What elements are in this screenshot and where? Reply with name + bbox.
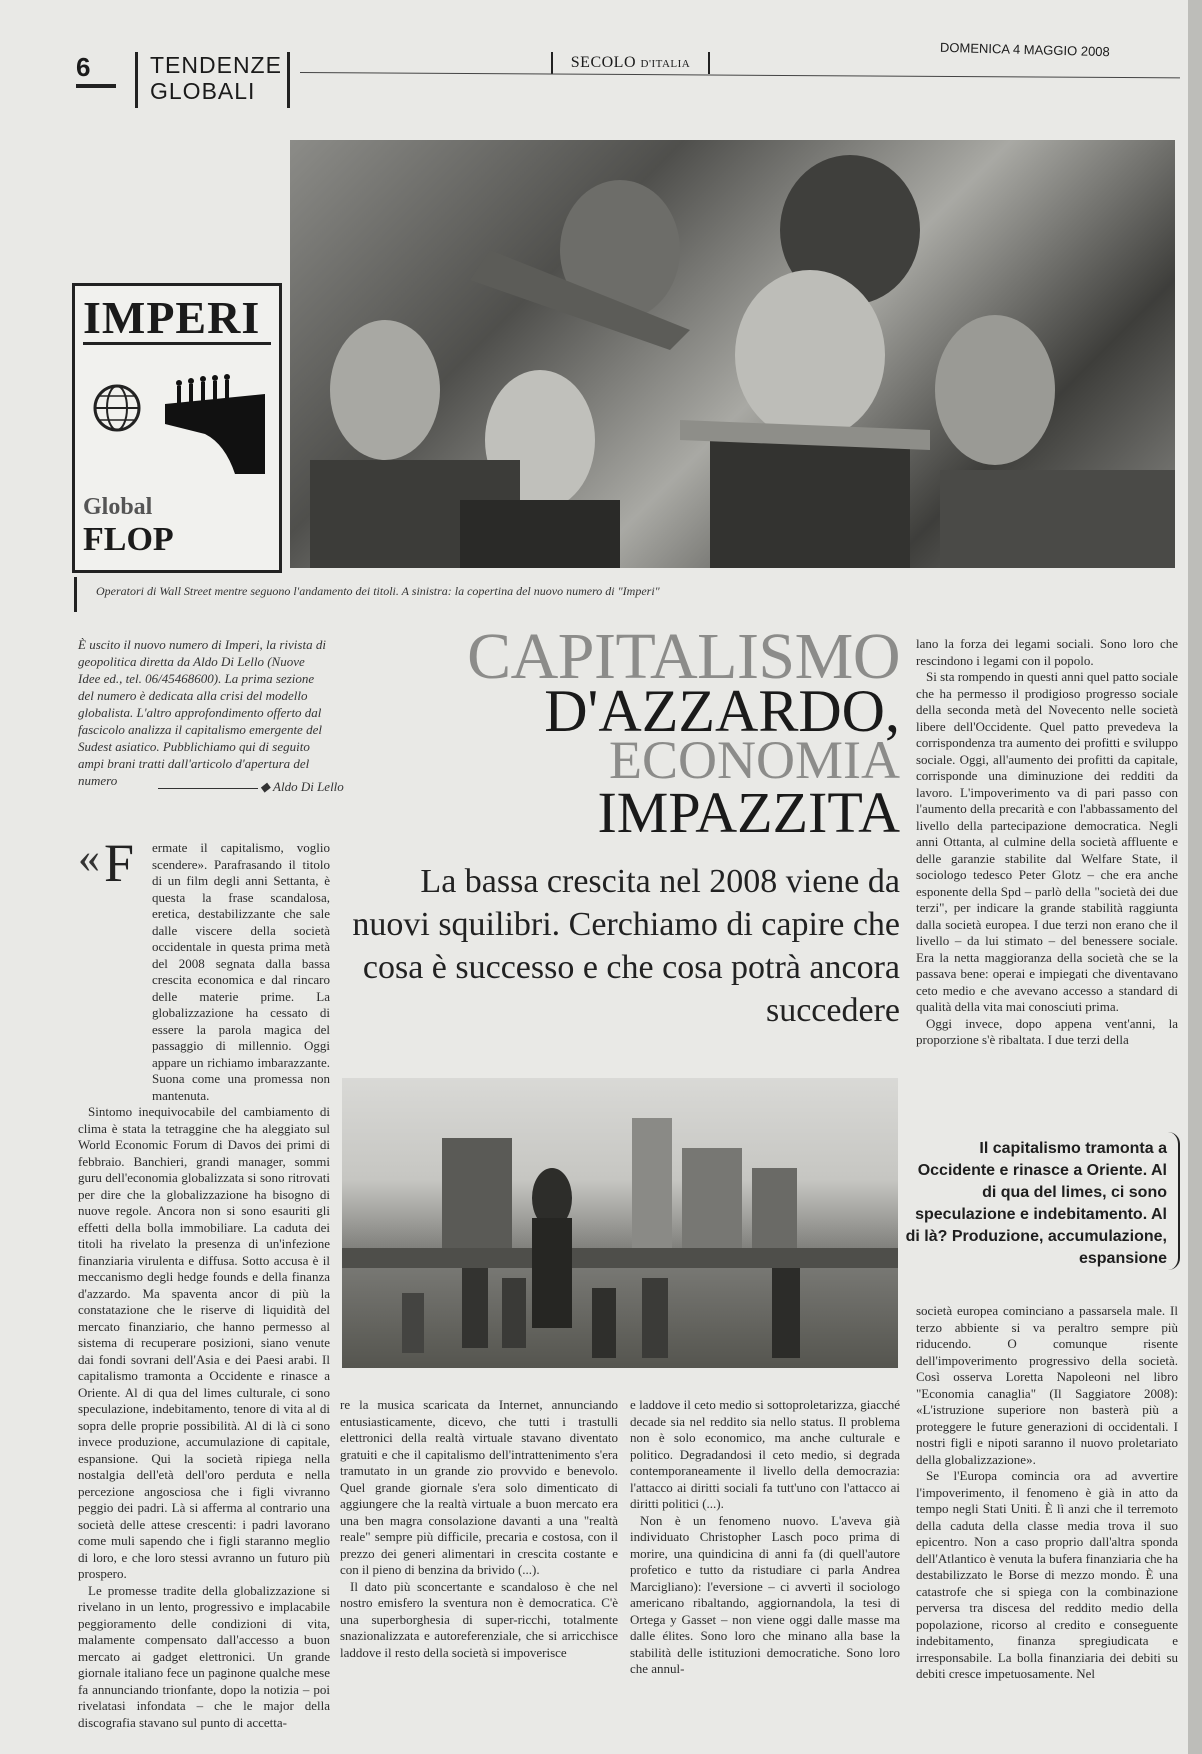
article-paragraph: Oggi invece, dopo appena vent'anni, la proporzione s'è ribaltata. I due terzi della: [916, 1015, 1178, 1047]
masthead-small: D'ITALIA: [640, 58, 691, 70]
street-crowd-photo: [342, 1078, 898, 1368]
article-paragraph: lano la forza dei legami sociali. Sono loro che rescindono i legami con il popolo.: [916, 636, 1178, 668]
pull-quote: Il capitalismo tramonta a Occidente e rinasce a Oriente. Al di qua del limes, ci sono speculazione e indebitamento. Al di là? Produzione, accumulazione, espansione: [905, 1140, 1167, 1267]
section-label-line2: GLOBALI: [150, 78, 256, 104]
article-column-5-top: [916, 636, 1178, 1049]
article-column-4: [630, 1397, 900, 1678]
headline-line4: IMPAZZITA: [597, 780, 900, 845]
pull-quote-bracket: [1168, 1132, 1180, 1270]
wall-street-traders-photo: [290, 140, 1175, 568]
masthead-main: SECOLO: [570, 54, 637, 71]
cover-subtitle-global: Global: [83, 494, 153, 520]
byline-rule: [158, 788, 258, 789]
article-paragraph: società europea cominciano a passarsela male. Il terzo abbiente si va peraltro sempre più riducendo. O comunque risente dell'impoverimento progressivo della società. Così osserva Loretta Napoleoni nel libro "Economia canaglia" (Il Saggiatore 2008): «L'istruzione superiore non basterà più a proteggere le future generazioni di occidentali. I nostri figli e nipoti saranno il nuovo proletariato della globalizzazione».: [916, 1303, 1178, 1467]
byline: ◆ Aldo Di Lello: [260, 779, 344, 794]
article-paragraph: Se l'Europa comincia ora ad avvertire l'impoverimento, il fenomeno è già in atto da tempo negli Stati Uniti. È lì anzi che il terremoto della caduta della classe media trova il suo epicentro. Non a caso proprio dall'altra sponda dell'Atlantico è venuta la bufera finanziaria che ha destabilizzato le Borse di mezzo mondo. È una catastrofe che si spiega con la combinazione perversa tra discesa del reddito medio della popolazione, ricorso al credito e conseguente indebitamento, finanza spregiudicata e irresponsabile. La bolla finanziaria dei debiti su debiti cresce impetuosamente. Nel: [916, 1468, 1178, 1681]
photo-traders-shapes: [290, 140, 1175, 568]
dateline: DOMENICA 4 MAGGIO 2008: [939, 39, 1110, 60]
article-column-5-bottom: [916, 1303, 1178, 1683]
article-column-3: [340, 1397, 618, 1661]
magazine-cover: [72, 283, 282, 573]
headline-line2: D'AZZARDO,: [544, 678, 900, 744]
article-paragraph: Sintomo inequivocabile del cambiamento di clima è stata la tetraggine che ha aleggiato sul World Economic Forum di Davos dei primi di febbraio. Banchieri, grandi manager, sommi guru dell'economia globalizzata si sono ritrovati per dire che la globalizzazione ha bisogno di nuove regole. Ancora non si sono esauriti gli effetti della bolla immobiliare. La caduta dei titoli ha rivelato la presenza di un'infezione finanziaria virulenta e diffusa. Sotto accusa è il meccanismo degli hedge founds e della finanza d'azzardo. Ma spaventa ancor di più la constatazione che le riserve di liquidità del mercato finanziario, che hanno permesso al sistema di recuperare posizioni, siano venute dai fondi sovrani dell'Asia e dei Paesi arabi. Il capitalismo tramonta a Occidente e rinasce a Oriente. Al di qua del limes culturale, ci sono speculazione, indebitamento, tenore di vita al di sopra delle proprie possibilità. Al di là ci sono invece produzione, accumulazione di capitale, espansione. Qui la società ripiega nella nostalgia dell'età dell'oro perduta e nella percezione angosciosa che i figli vivranno peggio dei padri. Là si afferma al contrario una società delle attese crescenti: i padri lavorano come muli sapendo che i figli staranno meglio di loro, e che loro stessi avranno un futuro più prospero.: [78, 1104, 330, 1581]
article-paragraph: Non è un fenomeno nuovo. L'aveva già individuato Christopher Lasch poco prima di morire, una quindicina di anni fa (di quell'autore profetico e tutto da ristudiare ci parla Andrea Marcigliano): l'eversione – ci avvertì il sociologo americano ribaltando, aggiornandola, la tesi di Ortega y Gasset – non viene oggi dalle masse ma dalle élites. Sono loro che minano alla base la stabilità delle istituzioni democratiche. Sono loro che annul-: [630, 1512, 900, 1676]
masthead: [551, 52, 710, 74]
section-label-line1: TENDENZE: [150, 52, 282, 78]
article-paragraph: Si sta rompendo in questi anni quel patto sociale che ha permesso il prodigioso progresso sociale della seconda metà del Novecento nelle società libere dell'Occidente. Quel patto prevedeva la corrispondenza tra aumento dei profitti e sviluppo sociale. Oggi, all'aumento dei profitti da capitale, corrisponde una diminuzione dei redditi da lavoro. L'impoverimento va di pari passo con l'aumento della precarità e con l'abbassamento del livello della partecipazione democratica. Negli anni Ottanta, al culmine della società affluente e delle garanzie stabilite dal Welfare State, il sociologo tedesco Peter Glotz – che era anche esponente della Spd – parlò della "società dei due terzi", per indicare la grande stabilità raggiunta dalla società europea. I due terzi non erano che il livello – da lui stimato – del benessere sociale. Era la netta maggioranza della società che se la passava bene: operai e impiegati che diventavano ceto medio e che avevano accesso a standard di qualità della vita mai conosciuti prima.: [916, 669, 1179, 1014]
article-paragraph: Il dato più sconcertante e scandaloso è che nel nostro emisfero la sventura non è democratica. C'è una superborghesia di super-ricchi, totalmente snazionalizzata e autoreferenziale, che si arricchisce laddove il resto della società si impoverisce: [340, 1578, 618, 1660]
cover-globe-illustration: [85, 364, 265, 474]
headline-line1: CAPITALISMO: [467, 620, 900, 693]
article-paragraph: ermate il capitalismo, voglio scendere». Parafrasando il titolo di un film degli anni Settanta, è questa la frase scandalosa, eretica, destabilizzante che sale dalle viscere della società occidentale in questa prima metà del 2008 segnata dalla bassa crescita economica e dal rincaro delle materie prime. La globalizzazione ha cessato di essere la parola magica del passaggio di millennio. Oggi appare un richiamo imbarazzante. Suona come una promessa non mantenuta.: [152, 840, 330, 1103]
dropcap-quote: «: [78, 833, 100, 882]
header-rule: [300, 72, 1180, 78]
page-number: 6: [76, 52, 91, 82]
article-paragraph: e laddove il ceto medio si sottoproletarizza, giacché decade sia nel reddito sia nello status. Il problema non è solo economico, ma anche culturale e politico. Degradandosi il ceto medio, si degrada contemporaneamente il livello della democrazia: l'attacco ai diritti sociali fa tutt'uno con l'attacco ai diritti politici (...).: [630, 1397, 900, 1511]
photo-street-shapes: [342, 1078, 898, 1368]
dropcap-letter: F: [104, 833, 135, 893]
article-paragraph: Le promesse tradite della globalizzazione si rivelano in un lento, progressivo e implacabile peggioramento delle condizioni di vita, malamente compensato dall'accesso a buon mercato ai gadget elettronici. Un grande giornale italiano fece un paginone qualche mese fa annunciando trionfante, dopo la notizia – poi rivelatasi infondata – che le major della discografia stavano sul punto di accetta-: [78, 1582, 330, 1730]
article-paragraph: re la musica scaricata da Internet, annunciando entusiasticamente, dicevo, che tutti i trastulli elettronici della realtà virtuale stavano diventato gratuiti e che il capitalismo dell'intrattenimento s'era tramutato in un grande zio provvido e benevolo. Quel grande giornale s'era solo dimenticato di aggiungere che la realtà virtuale a buon mercato era una ben magra consolazione davanti a una "realtà reale" sempre più difficile, precaria e costosa, con il prezzo dei generi alimentari in crescita costante e con il pieno di benzina da brivido (...).: [340, 1397, 618, 1577]
section-label: [135, 52, 290, 108]
page-edge: [1188, 0, 1202, 1754]
cover-title: IMPERI: [83, 294, 271, 345]
cover-subtitle-flop: FLOP: [83, 521, 174, 558]
headline-deck: La bassa crescita nel 2008 viene da nuovi squilibri. Cerchiamo di capire che cosa è successo e che cosa potrà ancora succedere: [352, 863, 900, 1029]
headline-line3: ECONOMIA: [609, 730, 900, 790]
photo-caption: Operatori di Wall Street mentre seguono l'andamento dei titoli. A sinistra: la copertina del nuovo numero di "Imperi": [96, 584, 660, 598]
article-column-1: [78, 840, 330, 1731]
page-number-rule: [76, 84, 116, 88]
caption-bar: [74, 577, 77, 612]
intro-text: È uscito il nuovo numero di Imperi, la rivista di geopolitica diretta da Aldo Di Lello (Nuove Idee ed., tel. 06/45468600). La prima sezione del numero è dedicata alla crisi del modello globalista. L'altro approfondimento offerto dal fascicolo analizza il capitalismo emergente del Sudest asiatico. Pubblichiamo qui di seguito ampi brani tratti dall'articolo d'apertura del numero: [78, 637, 326, 788]
